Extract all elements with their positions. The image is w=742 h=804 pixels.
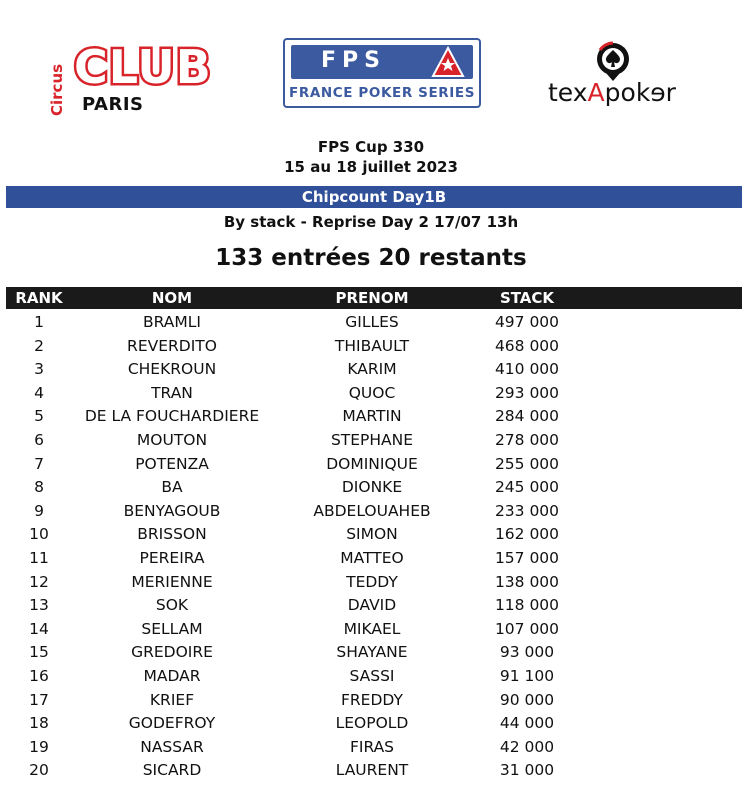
cell-prenom: FIRAS xyxy=(349,737,395,756)
cell-prenom: ABDELOUAHEB xyxy=(313,501,431,520)
table-row xyxy=(6,311,742,335)
cell-stack: 468 000 xyxy=(494,336,560,355)
texapoker-highlight: A xyxy=(587,78,605,107)
cell-prenom: TEDDY xyxy=(346,572,398,591)
cell-nom: CHEKROUN xyxy=(127,360,217,379)
cell-stack: 157 000 xyxy=(494,549,560,567)
table-row xyxy=(6,429,742,453)
cell-rank: 9 xyxy=(34,501,44,520)
cell-prenom: MARTIN xyxy=(342,407,402,426)
cell-nom: REVERDITO xyxy=(127,336,217,355)
cell-rank: 3 xyxy=(34,360,44,379)
cell-prenom: LEOPOLD xyxy=(335,714,409,733)
cell-prenom: THIBAULT xyxy=(334,336,410,355)
cell-stack: 255 000 xyxy=(494,454,560,473)
cell-stack: 42 000 xyxy=(499,737,555,756)
cell-nom: BENYAGOUB xyxy=(123,501,221,520)
cell-stack: 293 000 xyxy=(494,383,560,402)
cell-prenom: QUOC xyxy=(348,383,396,402)
cell-rank: 6 xyxy=(34,431,44,449)
fps-logo xyxy=(283,38,481,108)
cell-stack: 410 000 xyxy=(494,360,560,379)
cell-nom: DE LA FOUCHARDIERE xyxy=(84,407,260,426)
cell-nom: BA xyxy=(161,478,183,497)
cell-nom: MADAR xyxy=(143,667,201,685)
cell-prenom: SHAYANE xyxy=(336,643,408,662)
cell-rank: 1 xyxy=(34,313,44,331)
cell-nom: BRISSON xyxy=(137,525,207,544)
cell-stack: 162 000 xyxy=(494,525,560,544)
cell-stack: 91 100 xyxy=(499,667,555,685)
table-row xyxy=(6,641,742,665)
cell-rank: 18 xyxy=(29,714,49,733)
table-row xyxy=(6,500,742,524)
cell-rank: 8 xyxy=(34,478,44,497)
cell-stack: 284 000 xyxy=(494,407,560,426)
cell-nom: GODEFROY xyxy=(128,714,216,733)
event-dates: 15 au 18 juillet 2023 xyxy=(284,158,458,176)
table-row xyxy=(6,382,742,406)
spade-location-icon xyxy=(592,40,634,82)
entries-remaining-count: 133 entrées 20 restants xyxy=(215,245,527,271)
texapoker-suffix: pokɘr xyxy=(604,78,676,107)
cell-nom: TRAN xyxy=(151,383,193,402)
table-row xyxy=(6,594,742,618)
table-row xyxy=(6,736,742,760)
table-row xyxy=(6,618,742,642)
cell-prenom: FREDDY xyxy=(341,690,403,709)
cell-rank: 2 xyxy=(34,336,44,355)
chipcount-banner: Chipcount Day1B xyxy=(6,186,742,208)
cell-prenom: MIKAEL xyxy=(343,619,401,638)
cell-nom: NASSAR xyxy=(140,737,204,756)
fps-logo-top-band xyxy=(291,45,473,79)
cell-prenom: SASSI xyxy=(349,667,395,685)
cell-nom: SOK xyxy=(155,596,189,615)
table-row xyxy=(6,335,742,359)
cell-rank: 19 xyxy=(29,737,49,756)
table-row xyxy=(6,547,742,571)
texapoker-prefix: tex xyxy=(548,78,588,107)
cell-stack: 93 000 xyxy=(499,643,555,662)
cell-rank: 5 xyxy=(34,407,44,426)
cell-rank: 7 xyxy=(34,454,44,473)
cell-nom: SELLAM xyxy=(141,619,203,638)
sort-subtitle: By stack - Reprise Day 2 17/07 13h xyxy=(223,213,519,231)
cell-prenom: LAURENT xyxy=(335,761,409,780)
cell-prenom: GILLES xyxy=(345,313,399,331)
cell-nom: SICARD xyxy=(142,761,202,780)
table-header xyxy=(6,287,742,309)
header-nom: NOM xyxy=(151,289,193,307)
cell-rank: 16 xyxy=(29,667,49,685)
cell-stack: 44 000 xyxy=(499,714,555,733)
fps-logo-subtitle: FRANCE POKER SERIES xyxy=(289,85,476,101)
cell-rank: 12 xyxy=(29,572,49,591)
circus-logo-text: Circus xyxy=(48,63,66,116)
cell-stack: 118 000 xyxy=(494,596,560,615)
cell-prenom: DOMINIQUE xyxy=(326,454,418,473)
table-row xyxy=(6,689,742,713)
cell-nom: BRAMLI xyxy=(143,313,201,331)
cell-nom: PEREIRA xyxy=(139,549,205,567)
event-title: FPS Cup 330 xyxy=(317,138,425,156)
table-row xyxy=(6,405,742,429)
table-row xyxy=(6,523,742,547)
cell-rank: 15 xyxy=(29,643,49,662)
cell-prenom: DIONKE xyxy=(341,478,403,497)
cell-rank: 17 xyxy=(29,690,49,709)
paris-logo-text: PARIS xyxy=(82,94,144,115)
cell-nom: MERIENNE xyxy=(131,572,213,591)
cell-rank: 10 xyxy=(29,525,49,544)
cell-prenom: MATTEO xyxy=(340,549,404,567)
table-row xyxy=(6,453,742,477)
table-row xyxy=(6,571,742,595)
cell-rank: 13 xyxy=(29,596,49,615)
table-row xyxy=(6,712,742,736)
table-row xyxy=(6,358,742,382)
cell-rank: 4 xyxy=(34,383,44,402)
cell-prenom: DAVID xyxy=(347,596,397,615)
texapoker-logo-text xyxy=(548,78,676,107)
cell-nom: MOUTON xyxy=(136,431,208,449)
cell-stack: 278 000 xyxy=(494,431,560,449)
cell-rank: 20 xyxy=(29,761,49,780)
cell-rank: 11 xyxy=(29,549,49,567)
table-row xyxy=(6,665,742,689)
texapoker-logo xyxy=(546,38,686,112)
cell-nom: KRIEF xyxy=(149,690,195,709)
header-stack: STACK xyxy=(499,289,555,307)
table-row xyxy=(6,476,742,500)
cell-stack: 233 000 xyxy=(494,501,560,520)
cell-stack: 245 000 xyxy=(494,478,560,497)
cell-prenom: STEPHANE xyxy=(330,431,414,449)
cell-stack: 138 000 xyxy=(494,572,560,591)
cell-nom: GREDOIRE xyxy=(131,643,213,662)
table-row xyxy=(6,759,742,783)
header-rank: RANK xyxy=(15,289,63,307)
cell-rank: 14 xyxy=(29,619,49,638)
club-logo-text: CLUB xyxy=(74,40,212,94)
fps-logo-letters: FPS xyxy=(321,48,386,73)
spade-triangle-icon xyxy=(431,46,465,78)
cell-stack: 90 000 xyxy=(499,690,555,709)
logo-bar xyxy=(0,0,742,130)
cell-prenom: KARIM xyxy=(347,360,397,379)
cell-stack: 497 000 xyxy=(494,313,560,331)
cell-stack: 107 000 xyxy=(494,619,560,638)
circus-club-paris-logo xyxy=(48,40,248,120)
cell-nom: POTENZA xyxy=(135,454,209,473)
header-prenom: PRENOM xyxy=(335,289,409,307)
cell-stack: 31 000 xyxy=(499,761,555,780)
cell-prenom: SIMON xyxy=(346,525,398,544)
